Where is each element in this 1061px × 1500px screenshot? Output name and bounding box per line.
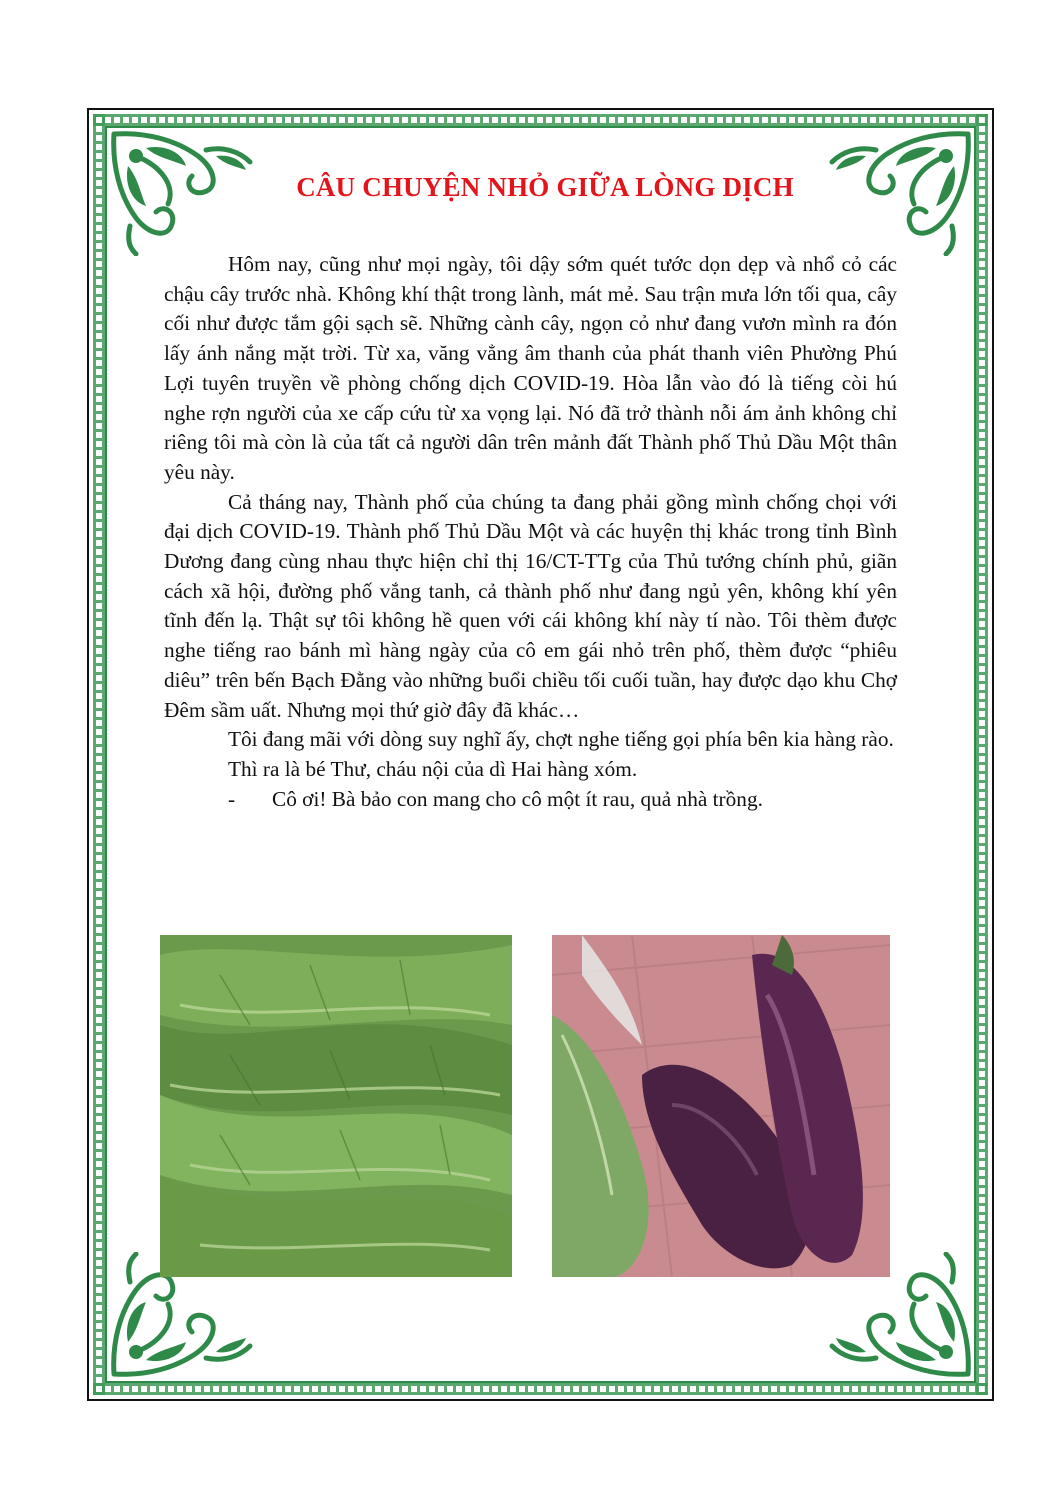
paragraph-4: Thì ra là bé Thư, cháu nội của dì Hai hàng xóm. [228,756,638,781]
border-pattern-top [93,114,988,126]
article-body [164,250,897,814]
dialogue-line [164,785,897,815]
dialogue-text: Cô ơi! Bà bảo con mang cho cô một ít rau, quả nhà trồng. [272,786,763,811]
paragraph-3: Tôi đang mãi với dòng suy nghĩ ấy, chợt nghe tiếng gọi phía bên kia hàng rào. [228,727,894,752]
border-pattern-bottom [93,1383,988,1395]
eggplant-photo [552,935,890,1277]
paragraph-1: Hôm nay, cũng như mọi ngày, tôi dậy sớm quét tước dọn dẹp và nhổ cỏ các chậu cây trước nhà. Không khí thật trong lành, mát mẻ. Sau trận mưa lớn tối qua, cây cối như được tắm gội sạch sẽ. Những cành cây, ngọn cỏ như đang vươn mình ra đón lấy ánh nắng mặt trời. Từ xa, văng vẳng âm thanh của phát thanh viên Phường Phú Lợi tuyên truyền về phòng chống dịch COVID-19. Hòa lẫn vào đó là tiếng còi hú nghe rợn người của xe cấp cứu từ xa vọng lại. Nó đã trở thành nỗi ám ảnh không chỉ riêng tôi mà còn là của tất cả người dân trên mảnh đất Thành phố Thủ Dầu Một thân yêu này. [164,252,897,484]
border-pattern-right [976,114,988,1395]
paragraph-2: Cả tháng nay, Thành phố của chúng ta đang phải gồng mình chống chọi với đại dịch COVID-19. Thành phố Thủ Dầu Một và các huyện thị khác trong tỉnh Bình Dương đang cùng nhau thực hiện chỉ thị 16/CT-TTg của Thủ tướng chính phủ, giãn cách xã hội, đường phố vắng tanh, cả thành phố như đang ngủ yên, không khí yên tĩnh đến lạ. Thật sự tôi không hề quen với cái không khí này tí nào. Tôi thèm được nghe tiếng rao bánh mì hàng ngày của cô em gái nhỏ trên phố, thèm được “phiêu diêu” trên bến Bạch Đằng vào những buổi chiều tối cuối tuần, hay được dạo khu Chợ Đêm sầm uất. Nhưng mọi thứ giờ đây đã khác… [164,489,897,722]
dialogue-dash: - [228,786,236,811]
border-pattern-left [93,114,105,1395]
article-title: CÂU CHUYỆN NHỎ GIỮA LÒNG DỊCH [296,172,794,202]
mustard-greens-photo [160,935,512,1277]
